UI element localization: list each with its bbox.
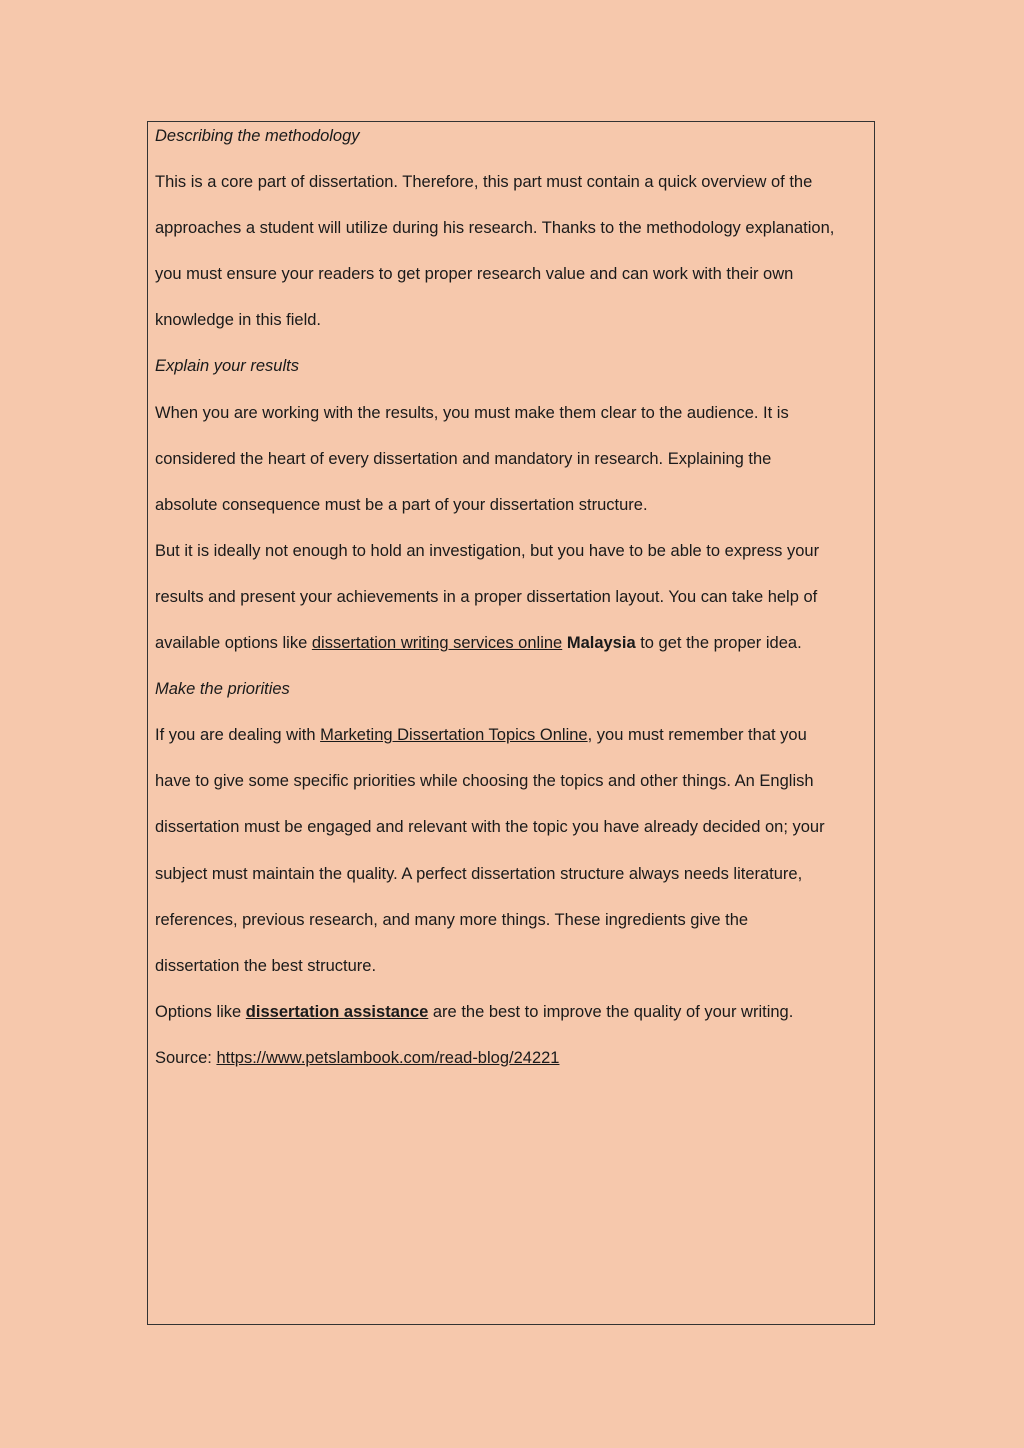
options-line (155, 989, 875, 1035)
inline-text: are the best to improve the quality of your writing. (428, 1002, 794, 1021)
paragraph-line: subject must maintain the quality. A perfect dissertation structure always needs literature, (155, 864, 803, 883)
paragraph-line: dissertation the best structure. (155, 956, 377, 975)
paragraph-line: When you are working with the results, you must make them clear to the audience. It is (155, 403, 789, 422)
bold-text-malaysia: Malaysia (562, 634, 636, 653)
paragraph-line: considered the heart of every dissertation and mandatory in research. Explaining the (155, 449, 772, 468)
paragraph-line: results and present your achievements in a proper dissertation layout. You can take help of (155, 587, 818, 606)
link-dissertation-assistance[interactable]: dissertation assistance (245, 1002, 429, 1021)
link-dissertation-writing-services[interactable]: dissertation writing services online (311, 634, 563, 653)
source-line (155, 1035, 875, 1081)
inline-text: available options like (155, 634, 312, 653)
inline-text: to get the proper idea. (635, 634, 802, 653)
paragraph-line: have to give some specific priorities while choosing the topics and other things. An English (155, 772, 814, 791)
paragraph-line: This is a core part of dissertation. Therefore, this part must contain a quick overview of the (155, 173, 813, 192)
paragraph-line: approaches a student will utilize during his research. Thanks to the methodology explanation, (155, 219, 835, 238)
source-label: Source: (155, 1048, 217, 1067)
paragraph-line-with-link (155, 712, 875, 758)
paragraph-line: But it is ideally not enough to hold an investigation, but you have to be able to express your (155, 541, 820, 560)
section-heading-results: Explain your results (155, 357, 299, 376)
source-url-link[interactable]: https://www.petslambook.com/read-blog/24221 (216, 1048, 560, 1067)
paragraph-line: absolute consequence must be a part of your dissertation structure. (155, 495, 648, 514)
document-body (155, 113, 875, 1081)
paragraph-line: knowledge in this field. (155, 311, 322, 330)
inline-text: , you must remember that you (587, 726, 807, 745)
inline-text: If you are dealing with (155, 726, 321, 745)
paragraph-line: you must ensure your readers to get proper research value and can work with their own (155, 265, 794, 284)
section-heading-methodology: Describing the methodology (155, 127, 360, 145)
inline-text: Options like (155, 1002, 246, 1021)
paragraph-line-with-link (155, 620, 875, 666)
paragraph-line: references, previous research, and many more things. These ingredients give the (155, 910, 749, 929)
paragraph-line: dissertation must be engaged and relevant with the topic you have already decided on; your (155, 818, 825, 837)
link-marketing-dissertation-topics[interactable]: Marketing Dissertation Topics Online (320, 726, 588, 745)
section-heading-priorities: Make the priorities (155, 680, 290, 699)
